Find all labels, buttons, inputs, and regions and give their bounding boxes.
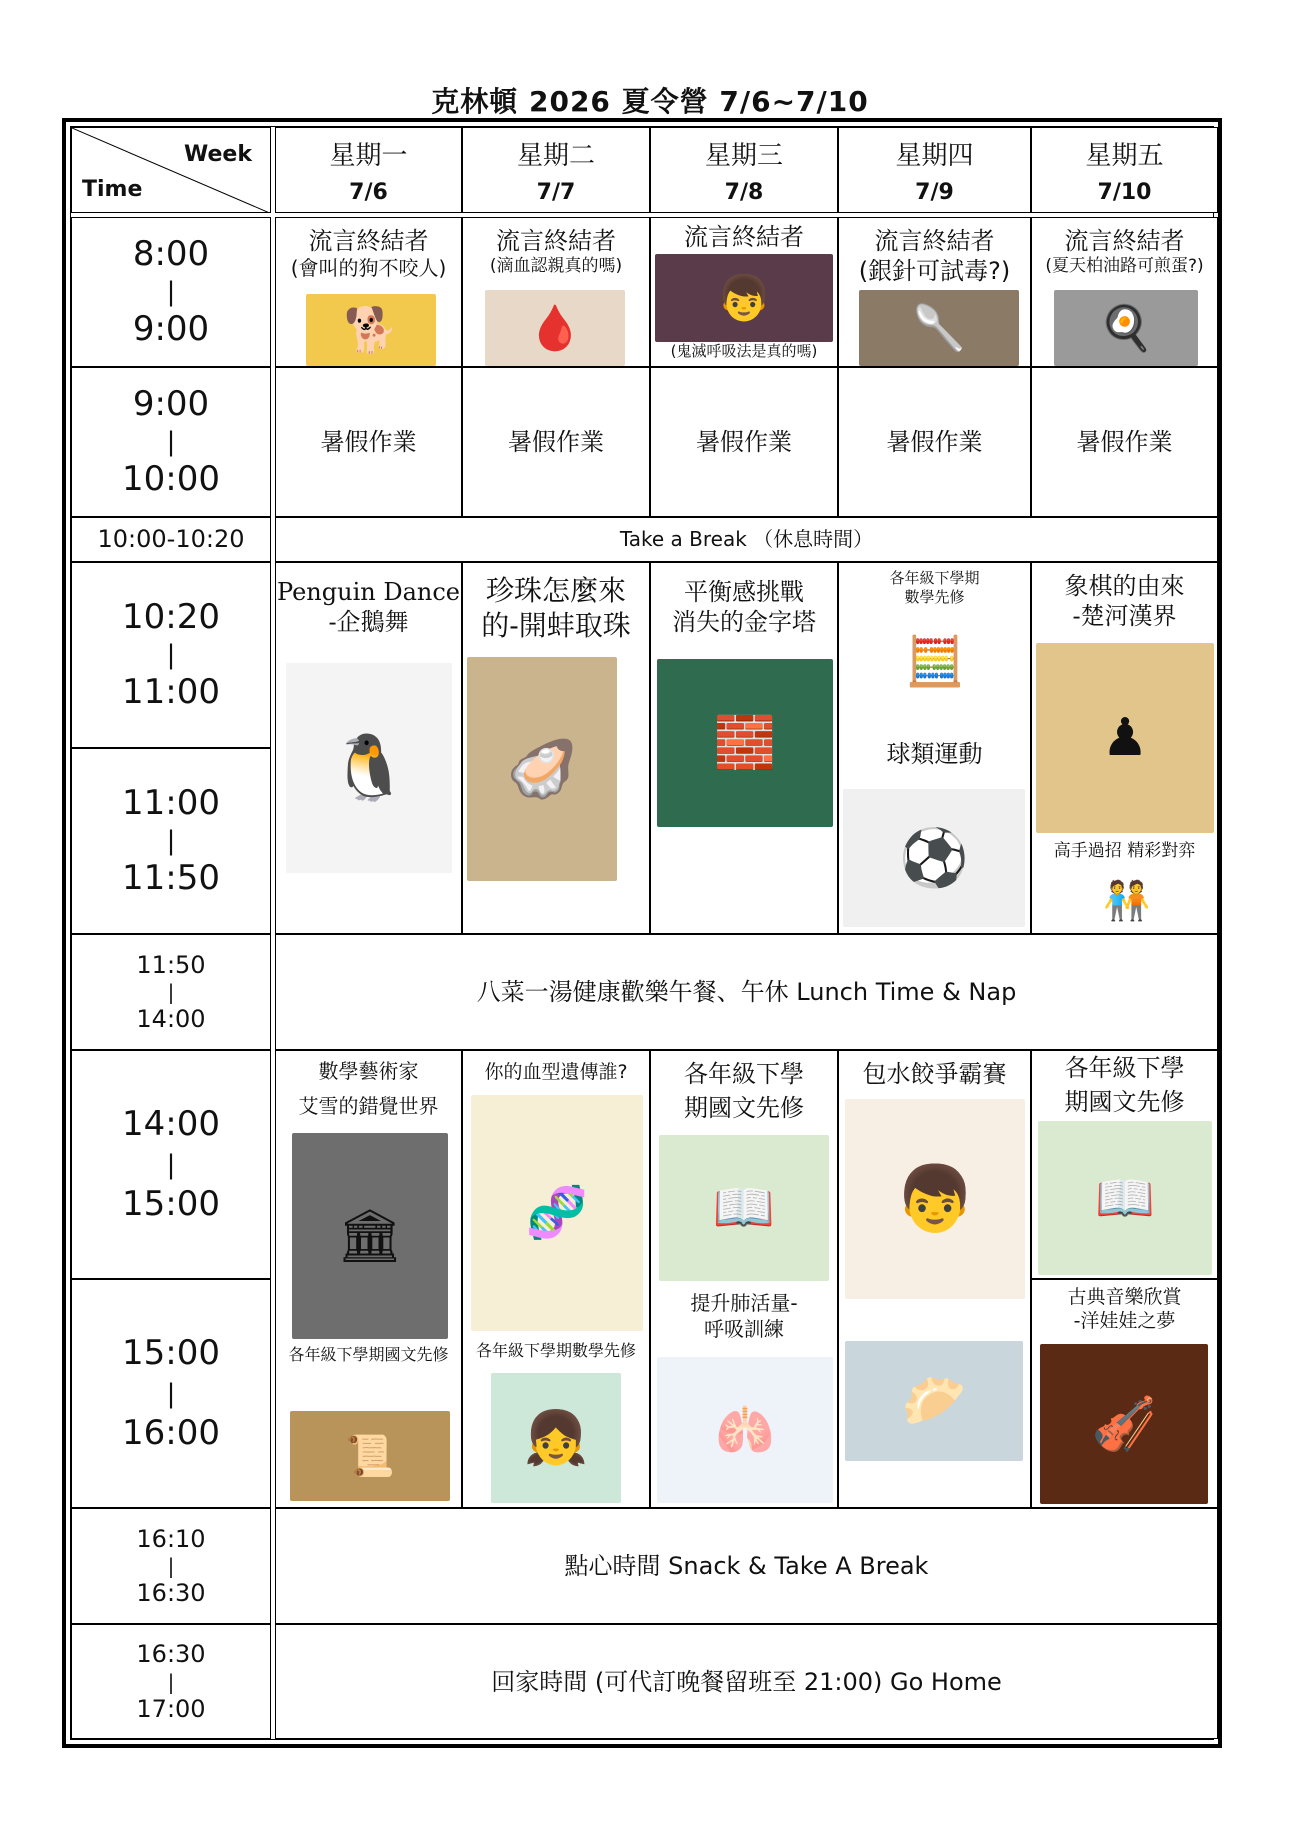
row2-tue: 暑假作業: [462, 367, 650, 517]
chinese-chess-icon: ♟: [1036, 643, 1214, 833]
schedule-table: [62, 118, 1222, 1748]
escher-art-icon: 🏛: [292, 1133, 448, 1339]
row2-mon: 暑假作業: [275, 367, 462, 517]
row3-thu: 各年級下學期 數學先修 🧮 球類運動 ⚽: [838, 562, 1031, 934]
time-slot-8: 15:00 | 16:00: [71, 1279, 271, 1508]
fried-egg-icon: 🍳: [1054, 290, 1198, 366]
dumpling-boy-icon: 👦: [845, 1099, 1025, 1299]
row1-mon: 流言終結者 (會叫的狗不咬人) 🐕: [275, 217, 462, 367]
row4-fri-lower: 古典音樂欣賞 -洋娃娃之夢 🎻: [1031, 1279, 1218, 1508]
math-kid-icon: 🧮: [877, 611, 993, 711]
home-row: 回家時間 (可代訂晚餐留班至 21:00) Go Home: [275, 1624, 1218, 1739]
lunch-row: 八菜一湯健康歡樂午餐、午休 Lunch Time & Nap: [275, 934, 1218, 1050]
pearl-icon: 🦪: [467, 657, 617, 881]
classical-music-icon: 🎻: [1040, 1344, 1208, 1504]
row3-mon: Penguin Dance -企鵝舞 🐧: [275, 562, 462, 934]
bamboo-scroll-icon: 📜: [290, 1411, 450, 1501]
row1-wed: 流言終結者 👦 (鬼滅呼吸法是真的嗎): [650, 217, 838, 367]
row4-wed: 各年級下學 期國文先修 📖 提升肺活量- 呼吸訓練 🫁: [650, 1050, 838, 1508]
header-thu: 星期四 7/9: [838, 127, 1031, 213]
row2-wed: 暑假作業: [650, 367, 838, 517]
time-label: Time: [82, 177, 143, 202]
chess-players-icon: 🧑‍🤝‍🧑: [1062, 869, 1192, 933]
time-slot-2: 9:00 | 10:00: [71, 367, 271, 517]
row1-tue: 流言終結者 (滴血認親真的嗎) 🩸: [462, 217, 650, 367]
sports-balls-icon: ⚽: [843, 789, 1025, 927]
silver-spoon-icon: 🥄: [859, 290, 1019, 366]
blood-type-chart-icon: 🧬: [471, 1095, 643, 1331]
time-slot-7: 14:00 | 15:00: [71, 1050, 271, 1279]
time-slot-10: 16:30 | 17:00: [71, 1624, 271, 1739]
week-label: Week: [184, 142, 252, 167]
row1-thu: 流言終結者 (銀針可試毒?) 🥄: [838, 217, 1031, 367]
header-mon: 星期一 7/6: [275, 127, 462, 213]
blood-drop-icon: 🩸: [485, 290, 625, 366]
time-slot-4: 10:20 | 11:00: [71, 562, 271, 748]
balance-game-icon: 🧱: [657, 659, 833, 827]
row3-fri: 象棋的由來 -楚河漢界 ♟ 高手過招 精彩對弈 🧑‍🤝‍🧑: [1031, 562, 1218, 934]
row3-wed: 平衡感挑戰 消失的金字塔 🧱: [650, 562, 838, 934]
chinese-scholars-icon: 📖: [1038, 1121, 1212, 1275]
row4-mon: 數學藝術家 艾雪的錯覺世界 🏛 各年級下學期國文先修 📜: [275, 1050, 462, 1508]
row4-tue: 你的血型遺傳誰? 🧬 各年級下學期數學先修 👧: [462, 1050, 650, 1508]
header-fri: 星期五 7/10: [1031, 127, 1218, 213]
row4-fri: 各年級下學 期國文先修 📖: [1031, 1050, 1218, 1279]
penguin-icon: 🐧: [286, 663, 452, 873]
time-slot-5: 11:00 | 11:50: [71, 748, 271, 934]
header-tue: 星期二 7/7: [462, 127, 650, 213]
anime-boy-icon: 👦: [655, 254, 833, 342]
time-slot-1: 8:00 | 9:00: [71, 217, 271, 367]
row3-tue: 珍珠怎麼來 的-開蚌取珠 🦪: [462, 562, 650, 934]
break-row: Take a Break （休息時間）: [275, 517, 1218, 562]
row2-fri: 暑假作業: [1031, 367, 1218, 517]
angry-dog-icon: 🐕: [306, 294, 436, 366]
breathing-training-icon: 🫁: [657, 1357, 833, 1503]
header-wed: 星期三 7/8: [650, 127, 838, 213]
time-slot-9: 16:10 | 16:30: [71, 1508, 271, 1624]
dumplings-icon: 🥟: [845, 1341, 1023, 1461]
page-title: 克林頓 2026 夏令營 7/6~7/10: [431, 85, 869, 118]
row2-thu: 暑假作業: [838, 367, 1031, 517]
time-slot-6: 11:50 | 14:00: [71, 934, 271, 1050]
snack-row: 點心時間 Snack & Take A Break: [275, 1508, 1218, 1624]
row1-fri: 流言終結者 (夏天柏油路可煎蛋?) 🍳: [1031, 217, 1218, 367]
row4-thu: 包水餃爭霸賽 👦 🥟: [838, 1050, 1031, 1508]
math-girl-icon: 👧: [491, 1373, 621, 1503]
time-slot-3: 10:00-10:20: [71, 517, 271, 562]
header-corner: [71, 127, 271, 213]
chinese-scholars-icon: 📖: [659, 1135, 829, 1281]
